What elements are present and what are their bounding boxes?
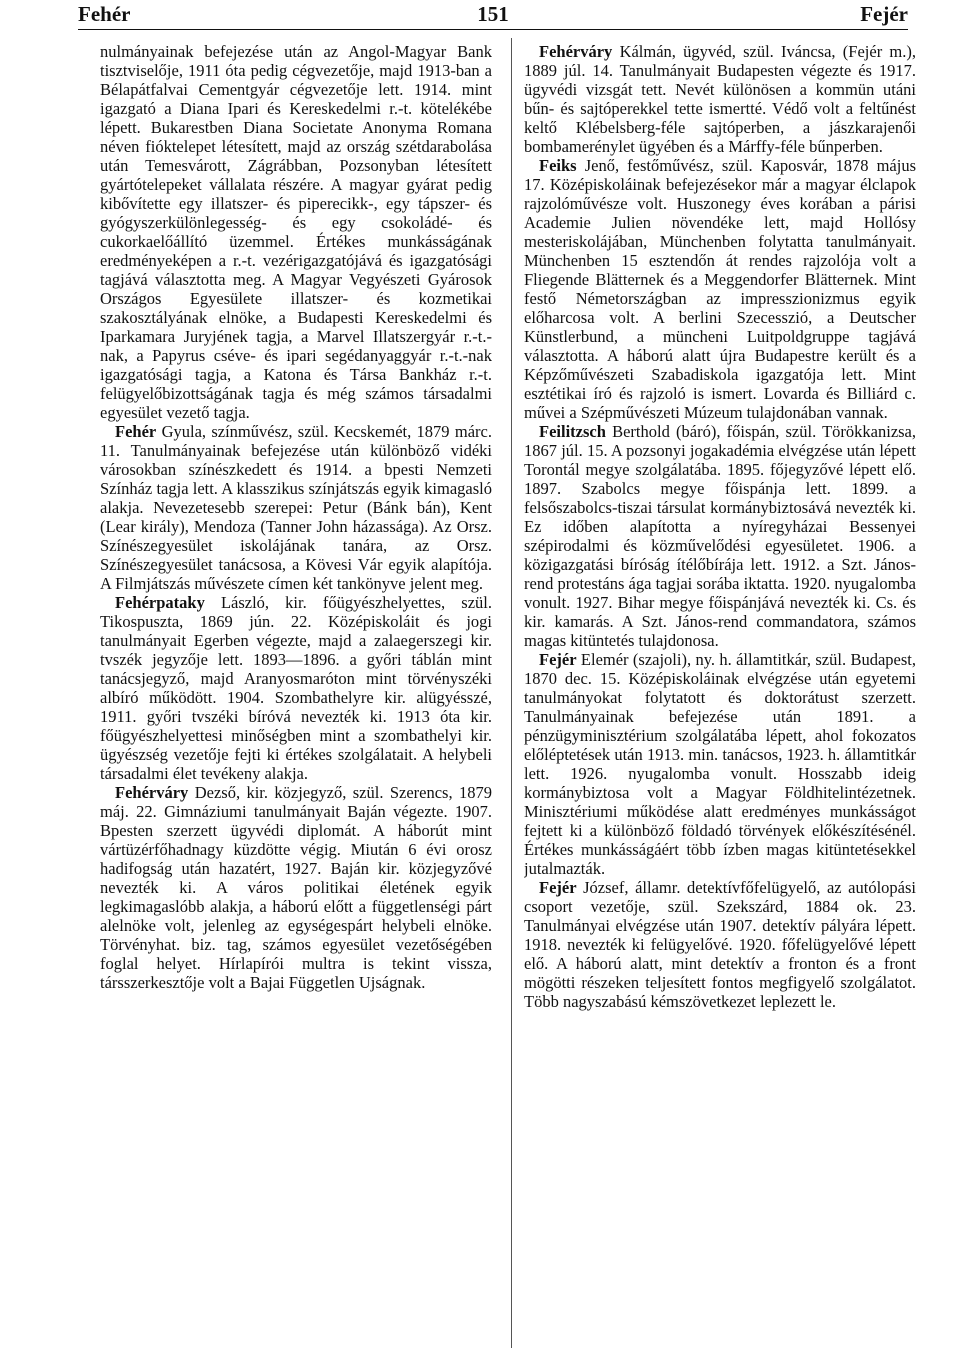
- header-left-keyword: Fehér: [78, 2, 131, 26]
- entry: [100, 42, 492, 422]
- entry: [100, 783, 492, 992]
- entry-text: József, államr. detektívfőfelügyelő, az autólopási csoport vezetője, szül. Szekszárd, 1884 ok. 23. Tanulmányai elvégzése után 1907. detektív pályára lépett. 1918. nevezték ki felügyelővé. 1920. főfelügyelővé lépett elő. A háború alatt, mint detektív a fronton és a front mögötti részeken teljesített fontos megfigyelő szolgálatot. Több nagyszabású kémszövetkezet leplezett le.: [524, 878, 916, 1011]
- entry-text: Kálmán, ügyvéd, szül. Iváncsa, (Fejér m.), 1889 júl. 14. Tanulmányait Budapesten végezte és 1917. ügyvédi vizsgát tett. Nevét különösen a kommün utáni bűn- és sajtóperekkel tette ismertté. Védő volt a feltűnést keltő Klébelsberg-féle sajtóperben, a jászkarajenői bombamerénylet ügyében és a Márffy-féle bűnperben.: [524, 42, 916, 156]
- header-right-keyword: Fejér: [860, 2, 908, 26]
- page-number: 151: [477, 2, 509, 26]
- entry-text: Berthold (báró), főispán, szül. Törökkanizsa, 1867 júl. 15. A pozsonyi jogakadémia elvégzése után lépett Torontál megye szolgálatába. 1895. főjegyzővé lépett elő. 1897. Szabolcs megye főispánja lett. 1899. a felsőszabolcs-tiszai társulat kormánybiztosává nevezték ki. Ez időben alapította a nyíregyházai Bessenyei szépirodalmi és közművelődési egyesületet. 1906. a közigazgatási bíróság ítélőbírája lett. 1912. a Szt. János-rend protestáns ága tagjai sorába iktatta. 1920. nyugalomba vonult. 1927. Bihar megye főispánjává nevezték ki. Cs. és kir. kamarás. A Szt. János-rend commandatora, számos magas kitüntetés tulajdonosa.: [524, 422, 916, 650]
- entry: [524, 42, 916, 156]
- entry-text: nulmányainak befejezése után az Angol-Magyar Bank tisztviselője, 1911 óta pedig cégvezetője, majd 1913-ban a Bélapátfalvai Cementgyár cégvezetője lett. 1914. mint igazgató a Diana Ipari és Kereskedelmi r.-t. kötelékébe lépett. Bukarestben Diana Societate Anonyma Romana néven fióktelepet létesített, majd az ország szétdarabolása után Temesvárott, Zágrábban, Pozsonyban létesített gyártótelepeket vállalata részére. A magyar gyárat pedig kibővítette egy illatszer- és piperecikk-, egy tápszer- és gyógyszerkülönlegesség- és egy csokoládé- és cukorkaelőállító üzemmel. Értékes munkásságának eredményeképen a r.-t. vezérigazgatójává és igazgatósági tagjává választotta meg. A Magyar Vegyészeti Gyárosok Országos Egyesülete illatszer- és kozmetikai szakosztályának elnöke, a Budapesti Kereskedelmi és Iparkamara Juryjének tagja, a Marvel Illatszergyár r.-t.-nak, a Papyrus cséve- és ipari segédanyaggyár r.-t.-nak igazgatósági tagja, a Katona és Társa Bankház r.-t. felügyelőbizottságának tagja és még számos társadalmi egyesület vezető tagja.: [100, 42, 492, 422]
- entry: [100, 422, 492, 593]
- entry-text: Elemér (szajoli), ny. h. államtitkár, szül. Budapest, 1870 dec. 15. Középiskoláinak elvégzése után egyetemi tanulmányokat folytatott és doktorátust szerzett. Tanulmányainak befejezése után 1891. a pénzügyminisztérium szolgálatába lépett, ahol fokozatos előléptetések után 1913. min. tanácsos, 1923. h. államtitkár lett. 1926. nyugalomba vonult. Hosszabb ideig kormánybiztosa volt a Magyar Földhitelintézetnek. Minisztériumi működése alatt eredményes munkásságot fejtett ki a különböző földadó törvények előkészítésénél. Értékes munkásságáért több ízben magas kitüntetésekkel jutalmazták.: [524, 650, 916, 878]
- entry-lead: Fehérváry: [539, 42, 613, 61]
- entry-text: Jenő, festőművész, szül. Kaposvár, 1878 május 17. Középiskoláinak befejezésekor már a magyar élclapok rajzolóművésze volt. Huszonegy éves korában a párisi Academie Julien növendéke lett, majd Hollósy mesteriskolájában, Münchenben folytatta tanulmányait. Münchenben 15 esztendőn át rendes rajzolója volt a Fliegende Blätternek és a Meggendorfer Blätternek. Mint festő Németországban az impresszionizmus egyik előharcosa volt. A berlini Szecesszió, a Deutscher Künstlerbund, a müncheni Luitpoldgruppe tagjává választotta. A háború alatt újra Budapestre került és a Képzőművészeti Szabadiskola igazgatója lett. Mint esztétikai író és rajzoló is ismert. Lovarda és Billiárd c. művei a Szépművészeti Múzeum tulajdonában vannak.: [524, 156, 916, 422]
- entry-lead: Fehér: [115, 422, 157, 441]
- entry: [524, 878, 916, 1011]
- entry-lead: Fejér: [539, 878, 577, 897]
- entry-lead: Fehérváry: [115, 783, 189, 802]
- entry-lead: Fehérpataky: [115, 593, 205, 612]
- entry: [100, 593, 492, 783]
- entry-lead: Fejér: [539, 650, 577, 669]
- running-header: [78, 0, 908, 30]
- entry-lead: Feiks: [539, 156, 577, 175]
- entry-text: Gyula, színművész, szül. Kecskemét, 1879 márc. 11. Tanulmányainak befejezése után különböző vidéki városokban színészkedett és 1914. a bpesti Nemzeti Színház tagja lett. A klasszikus színjátszás egyik kimagasló alakja. Nevezetesebb szerepei: Petur (Bánk bán), Kent (Lear király), Mendoza (Tanner John házassága). Az Orsz. Színészegyesület iskolájának tanára, az Orsz. Színészegyesület tanácsosa, a Kövesi Vár egyik alapítója. A Filmjátszás művészete címen két tankönyve jelent meg.: [100, 422, 492, 593]
- entry: [524, 156, 916, 422]
- right-column: [524, 42, 916, 1342]
- entry-text: László, kir. főügyészhelyettes, szül. Tikospuszta, 1869 jún. 22. Középiskoláit és jogi tanulmányait Egerben végezte, majd a zalaegerszegi kir. tvszék jegyzője lett. 1893—1896. a győri táblán mint tanácsjegyző, majd Aranyosmaróton mint törvényszéki albíró működött. 1904. Szombathelyre kir. alügyésszé, 1911. győri tvszéki bíróvá nevezték ki. 1913 óta kir. főügyészhelyettesi minőségben mint a szombathelyi kir. ügyészség vezetője fejti ki értékes szolgálatait. A helybeli társadalmi élet tevékeny alakja.: [100, 593, 492, 783]
- entry: [524, 650, 916, 878]
- header-rule: [78, 29, 908, 30]
- left-column: [100, 42, 492, 1342]
- entry-lead: Feilitzsch: [539, 422, 606, 441]
- column-divider: [511, 38, 512, 1348]
- entry-text: Dezső, kir. közjegyző, szül. Szerencs, 1879 máj. 22. Gimnáziumi tanulmányait Baján végezte. 1907. Bpesten szerzett ügyvédi diplomát. A háborút mint vártüzérfőhadnagy küzdötte végig. Miután 6 évi orosz hadifogság után hazatért, 1927. Baján kir. közjegyzővé nevezték ki. A város politikai életének egyik legkimagaslóbb alakja, a háború előtt a függetlenségi párt alelnöke volt, jelenleg az egységespárt helybeli elnöke. Törvényhat. biz. tag, számos egyesület vezetőségében foglal helyet. Hírlapírói multra is tekint vissza, társszerkesztője volt a Bajai Független Ujságnak.: [100, 783, 492, 992]
- entry: [524, 422, 916, 650]
